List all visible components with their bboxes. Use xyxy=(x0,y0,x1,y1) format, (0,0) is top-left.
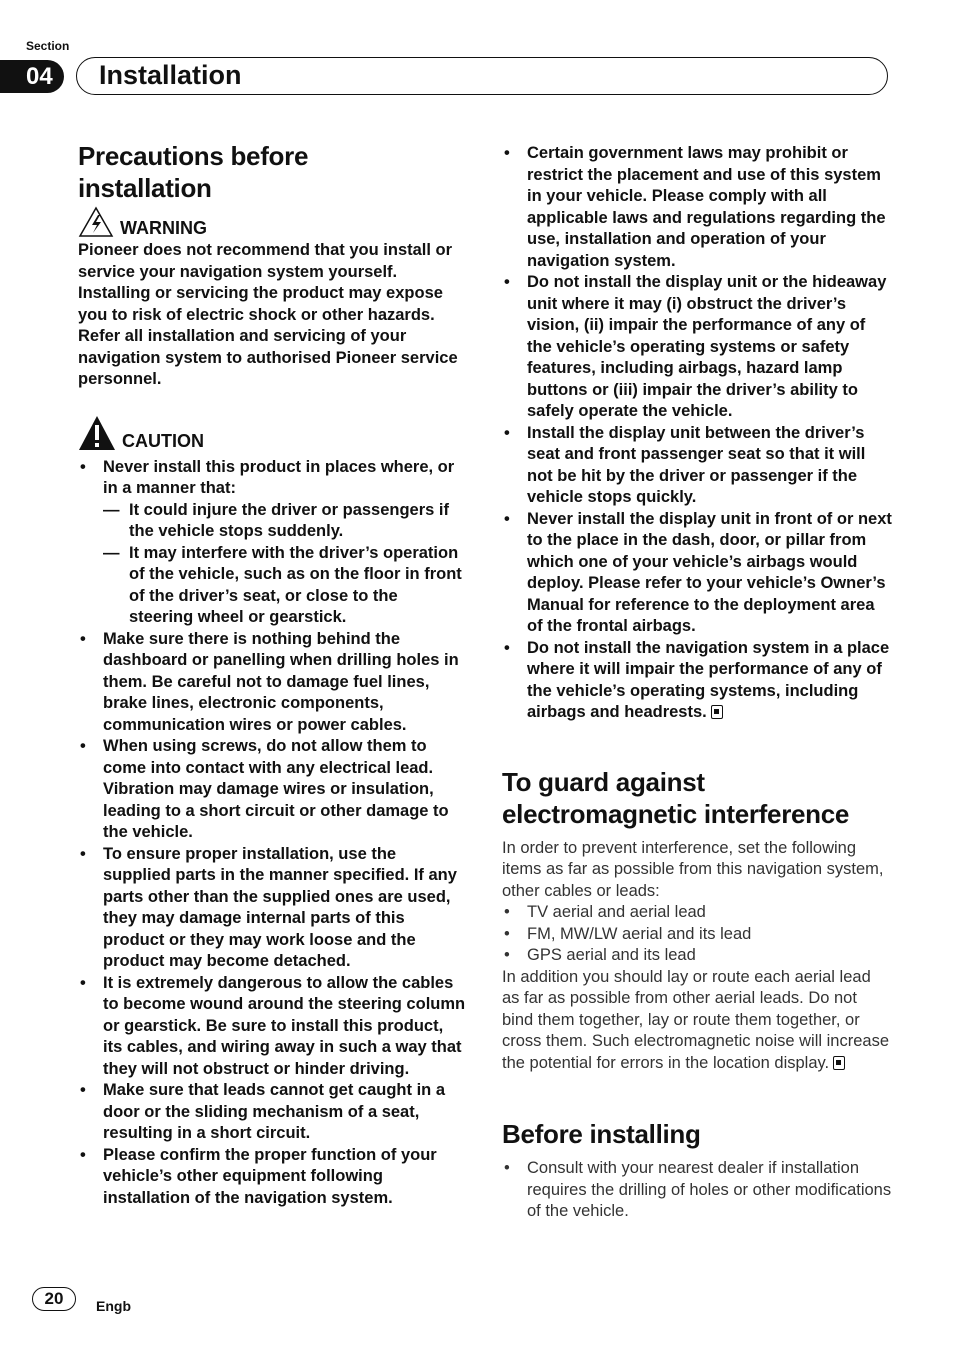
warning-header xyxy=(78,208,466,238)
list-item: • Make sure that leads cannot get caught in a door or the sliding mechanism of a seat, resulting in a short circuit. xyxy=(78,1080,466,1145)
before-installing-list xyxy=(502,1158,892,1223)
list-item: • Never install the display unit in front of or next to the place in the dash, door, or pillar from which one of your vehicle’s airbags would deploy. Please refer to your vehicle’s Owner’s Manual for reference to the deployment area of the frontal airbags. xyxy=(502,509,892,638)
caution-header xyxy=(78,415,466,451)
list-item: • When using screws, do not allow them to come into contact with any electrical lead. Vibration may damage wires or insulation, leading to a short circuit or other damage to the vehicle. xyxy=(78,736,466,844)
section-number-tab: 04 xyxy=(0,60,64,93)
right-column xyxy=(502,143,892,1223)
header-title: Installation xyxy=(99,60,242,90)
list-item xyxy=(78,457,466,629)
emi-heading: To guard against electromagnetic interference xyxy=(502,766,850,829)
caution-item-text: Never install this product in places where, or in a manner that: xyxy=(103,457,455,497)
emi-list xyxy=(502,902,892,967)
page-number: 20 xyxy=(32,1287,76,1311)
precautions-continued-list xyxy=(502,143,892,724)
section-label: Section xyxy=(26,39,70,53)
list-item: • Make sure there is nothing behind the dashboard or panelling when drilling holes in them. Be careful not to damage fuel lines, brake lines, electronic components, communication wires or power cables. xyxy=(78,629,466,737)
caution-list xyxy=(78,457,466,1210)
caution-sublist xyxy=(103,500,466,629)
warning-label: WARNING xyxy=(120,218,207,238)
list-item: • GPS aerial and its lead xyxy=(502,945,892,967)
warning-icon xyxy=(78,206,114,238)
warning-text: Pioneer does not recommend that you install or service your navigation system yourself. Installing or servicing the product may expose you to risk of electric shock or other hazards. Refer all installation and servicing of your navigation system to authorised Pioneer service personnel. xyxy=(78,241,458,388)
emi-outro-text: In addition you should lay or route each aerial lead as far as possible from other aerial leads. Do not bind them together, lay or route them together, or cross them. Such electromagnetic noise will increase the potential for errors in the location display. xyxy=(502,967,890,1072)
list-item: • It is extremely dangerous to allow the cables to become wound around the steering column or gearstick. Be sure to install this product, its cables, and wiring away in such a way that they will not obstruct or hinder driving. xyxy=(78,973,466,1081)
language-code: Engb xyxy=(96,1298,131,1314)
left-column xyxy=(78,140,466,1209)
end-mark-icon xyxy=(711,705,723,719)
emi-outro xyxy=(502,967,892,1075)
list-item xyxy=(502,638,892,724)
caution-icon xyxy=(78,415,116,451)
list-item: • FM, MW/LW aerial and its lead xyxy=(502,924,892,946)
list-item: • Certain government laws may prohibit or restrict the placement and use of this system in your vehicle. Please comply with all applicable laws and regulations regarding the use, installation and operation of your navigation system. xyxy=(502,143,892,272)
list-item: — It could injure the driver or passengers if the vehicle stops suddenly. xyxy=(103,500,466,543)
list-item: • Consult with your nearest dealer if installation requires the drilling of holes or other modifications of the vehicle. xyxy=(502,1158,892,1223)
end-mark-icon xyxy=(833,1056,845,1070)
list-item: • TV aerial and aerial lead xyxy=(502,902,892,924)
list-item: • To ensure proper installation, use the supplied parts in the manner specified. If any parts other than the supplied ones are used, they may damage internal parts of this product or they may work loose and the product may become detached. xyxy=(78,844,466,973)
header-bar xyxy=(76,57,888,95)
precautions-heading: Precautions before installation xyxy=(78,141,309,203)
list-item: • Please confirm the proper function of your vehicle’s other equipment following installation of the navigation system. xyxy=(78,1145,466,1210)
list-item: — It may interfere with the driver’s operation of the vehicle, such as on the floor in front of the driver’s seat, or close to the steering wheel or gearstick. xyxy=(103,543,466,629)
emi-intro: In order to prevent interference, set the following items as far as possible from this navigation system, other cables or leads: xyxy=(502,838,884,900)
caution-label: CAUTION xyxy=(122,430,204,451)
before-installing-heading: Before installing xyxy=(502,1119,701,1149)
list-item: • Do not install the display unit or the hideaway unit where it may (i) obstruct the driver’s vision, (ii) impair the performance of any of the vehicle’s operating systems or safety features, including airbags, hazard lamp buttons or (iii) impair the driver’s ability to safely operate the vehicle. xyxy=(502,272,892,423)
list-item: • Install the display unit between the driver’s seat and front passenger seat so that it will not be hit by the driver or passenger if the vehicle stops quickly. xyxy=(502,423,892,509)
list-item-text: Do not install the navigation system in a place where it will impair the performance of any of the vehicle’s operating systems, including airbags and headrests. xyxy=(527,638,890,721)
